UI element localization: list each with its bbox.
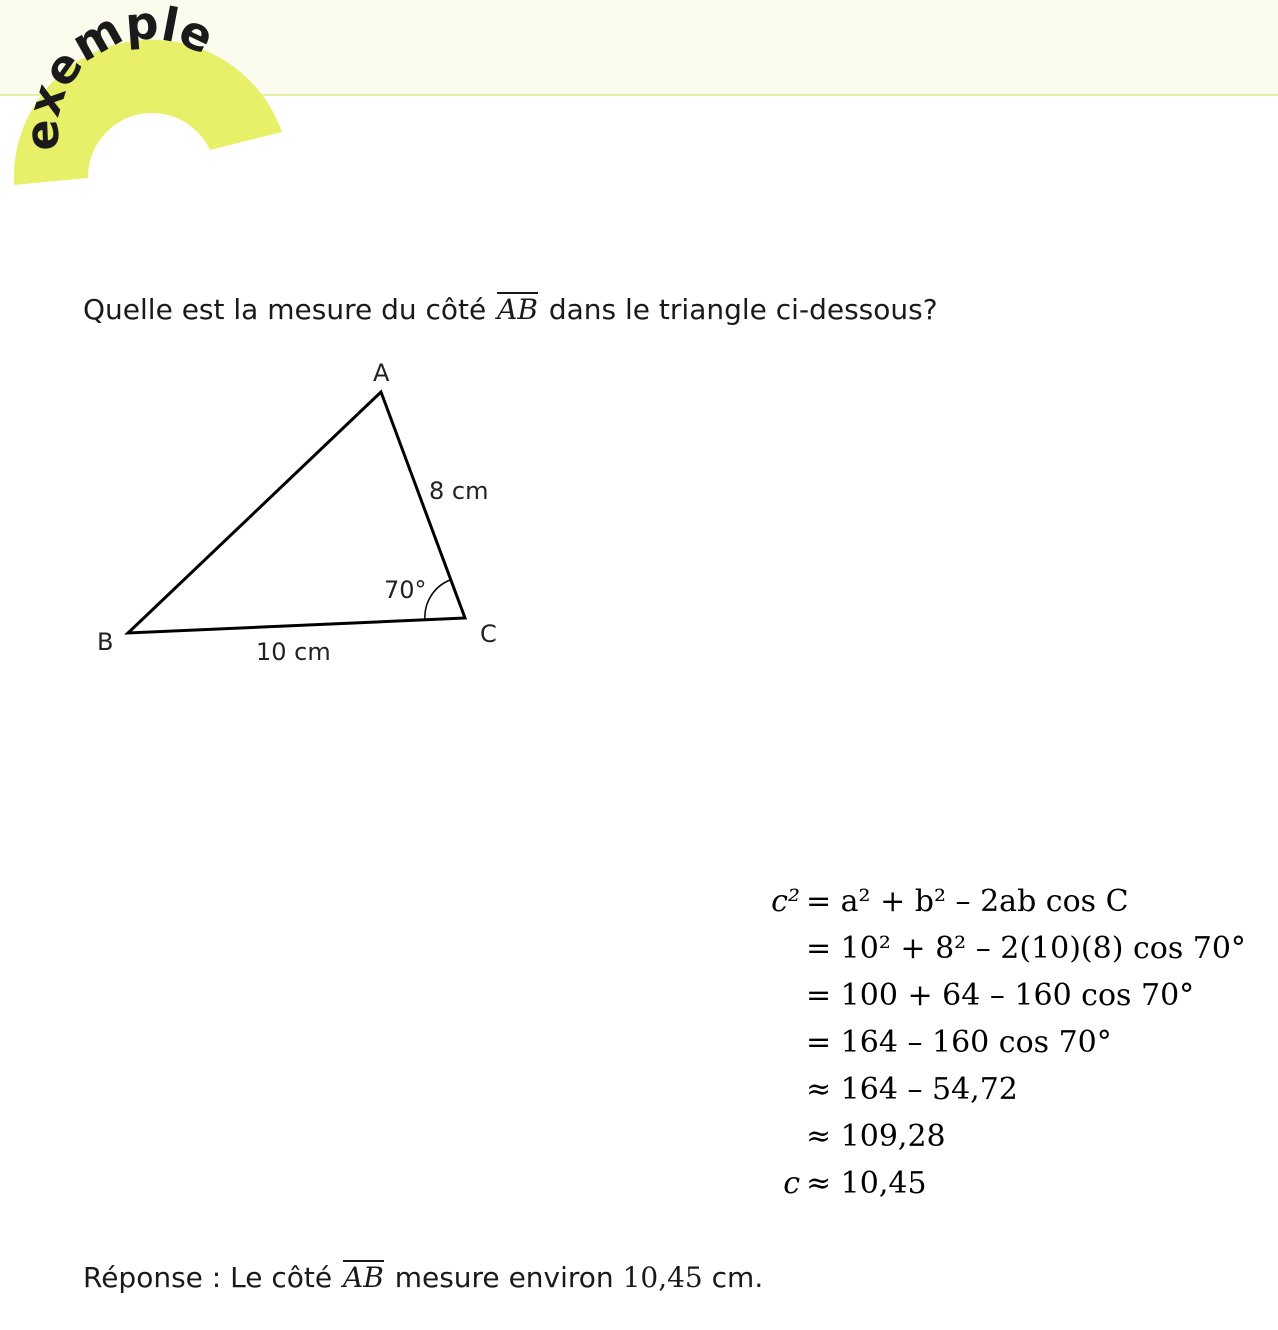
answer-prefix: Réponse : Le côté	[83, 1261, 333, 1294]
equation-lhs: c	[783, 1166, 800, 1201]
question-text	[83, 290, 938, 330]
equation-row	[730, 1066, 1250, 1113]
equation-rhs: ≈ 10,45	[806, 1166, 927, 1201]
question-suffix: dans le triangle ci-dessous?	[548, 293, 938, 326]
equation-rhs: = 164 – 160 cos 70°	[806, 1025, 1112, 1060]
equation-row	[730, 1019, 1250, 1066]
vertex-a-label: A	[373, 359, 390, 387]
badge-label: exemple	[14, 0, 223, 152]
equation-rhs: ≈ 109,28	[806, 1119, 946, 1154]
equation-rhs: = 10² + 8² – 2(10)(8) cos 70°	[806, 931, 1246, 966]
side-ac-label: 8 cm	[429, 477, 489, 505]
equation-rhs: = a² + b² – 2ab cos C	[806, 884, 1129, 919]
exemple-badge	[0, 0, 300, 200]
equation-row	[730, 878, 1250, 925]
answer-text	[83, 1258, 763, 1298]
question-prefix: Quelle est la mesure du côté	[83, 293, 487, 326]
answer-middle: mesure environ	[394, 1261, 614, 1294]
equation-rhs: = 100 + 64 – 160 cos 70°	[806, 978, 1195, 1013]
solution-equations	[730, 878, 1250, 1207]
equation-lhs: c²	[771, 884, 800, 919]
side-bc-label: 10 cm	[256, 638, 331, 666]
angle-c-label: 70°	[384, 576, 427, 604]
answer-segment-ab: AB	[343, 1261, 384, 1294]
answer-value: 10,45	[622, 1261, 703, 1294]
equation-row	[730, 1113, 1250, 1160]
triangle-figure	[90, 355, 520, 675]
equation-row	[730, 925, 1250, 972]
segment-ab: AB	[497, 293, 538, 326]
vertex-c-label: C	[480, 620, 497, 648]
equation-row	[730, 972, 1250, 1019]
answer-unit: cm.	[711, 1261, 764, 1294]
angle-c-arc	[425, 580, 450, 620]
equation-rhs: ≈ 164 – 54,72	[806, 1072, 1018, 1107]
vertex-b-label: B	[97, 628, 114, 656]
equation-row	[730, 1160, 1250, 1207]
